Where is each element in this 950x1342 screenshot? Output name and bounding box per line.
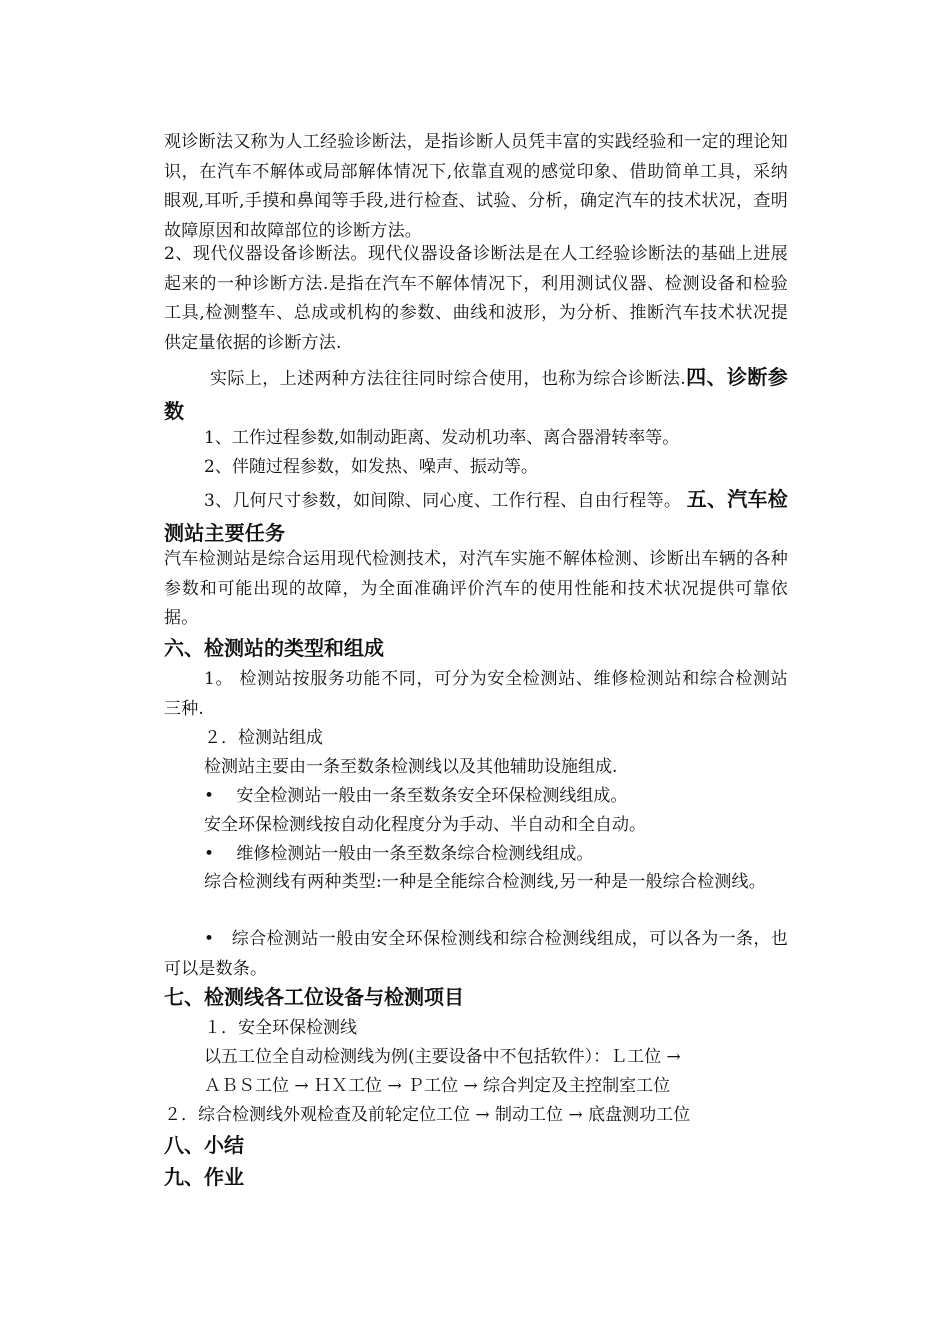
- heading-diagnosis-parameters: 四、诊断参数: [164, 365, 788, 423]
- heading-summary: 八、小结: [164, 1133, 244, 1157]
- list-item-process-parameters: 1、工作过程参数,如制动距离、发动机功率、离合器滑转率等。: [204, 428, 680, 448]
- text-safety-line-automation: 安全环保检测线按自动化程度分为手动、半自动和全自动。: [204, 815, 646, 835]
- paragraph-modern-instrument-diagnosis: 2、现代仪器设备诊断法。现代仪器设备诊断法是在人工经验诊断法的基础上进展起来的一种诊断方法.是指在汽车不解体情况下，利用测试仪器、检测设备和检验工具,检测整车、总成或机构的参数、曲线和波形，为分析、推断汽车技术状况提供定量依据的诊断方法.: [164, 244, 788, 353]
- subheading-safety-line: １．安全环保检测线: [204, 1018, 357, 1038]
- text-five-station-line: 以五工位全自动检测线为例(主要设备中不包括软件）：Ｌ工位 →: [204, 1047, 681, 1067]
- text-station-composition: 检测站主要由一条至数条检测线以及其他辅助设施组成.: [204, 757, 618, 777]
- heading-homework: 九、作业: [164, 1165, 244, 1189]
- bullet-repair-station: • 维修检测站一般由一条至数条综合检测线组成。: [204, 844, 594, 864]
- subheading-station-composition: ２．检测站组成: [204, 728, 323, 748]
- heading-line-equipment: 七、检测线各工位设备与检测项目: [164, 985, 464, 1009]
- list-item-service-function: 1。 检测站按服务功能不同，可分为安全检测站、维修检测站和综合检测站三种.: [164, 669, 788, 719]
- paragraph-geometric-parameters: [164, 483, 788, 551]
- paragraph-station-tasks: 汽车检测站是综合运用现代检测技术，对汽车实施不解体检测、诊断出车辆的各种参数和可能出现的故障，为全面准确评价汽车的使用性能和技术状况提供可靠依据。: [164, 549, 788, 629]
- text-station-flow: ＡＢＳ工位 → ＨＸ工位 → Ｐ工位 → 综合判定及主控制室工位: [204, 1076, 671, 1096]
- heading-station-tasks: 五、汽车检测站主要任务: [164, 487, 789, 545]
- heading-station-types: 六、检测站的类型和组成: [164, 636, 384, 660]
- paragraph-combined-diagnosis: [164, 361, 788, 429]
- bullet-safety-station: • 安全检测站一般由一条至数条安全环保检测线组成。: [204, 786, 628, 806]
- paragraph-intuitive-diagnosis: 观诊断法又称为人工经验诊断法，是指诊断人员凭丰富的实践经验和一定的理论知识，在汽车不解体或局部解体情况下,依靠直观的感觉印象、借助简单工具，采纳眼观,耳听,手摸和鼻闻等手段,进行检查、试验、分析，确定汽车的技术状况，查明故障原因和故障部位的诊断方法。: [164, 132, 788, 241]
- geometric-parameters-text: 3、几何尺寸参数，如间隙、同心度、工作行程、自由行程等。: [204, 491, 682, 511]
- text-comprehensive-line-types: 综合检测线有两种类型:一种是全能综合检测线,另一种是一般综合检测线。: [204, 872, 766, 892]
- bullet-comprehensive-station: • 综合检测站一般由安全环保检测线和综合检测线组成，可以各为一条，也可以是数条。: [164, 929, 788, 979]
- combined-diagnosis-text: 实际上，上述两种方法往往同时综合使用，也称为综合诊断法.: [210, 369, 686, 389]
- text-comprehensive-line-flow: ２．综合检测线外观检查及前轮定位工位 → 制动工位 → 底盘测功工位: [164, 1105, 691, 1125]
- list-item-accompanying-parameters: 2、伴随过程参数，如发热、噪声、振动等。: [204, 457, 538, 477]
